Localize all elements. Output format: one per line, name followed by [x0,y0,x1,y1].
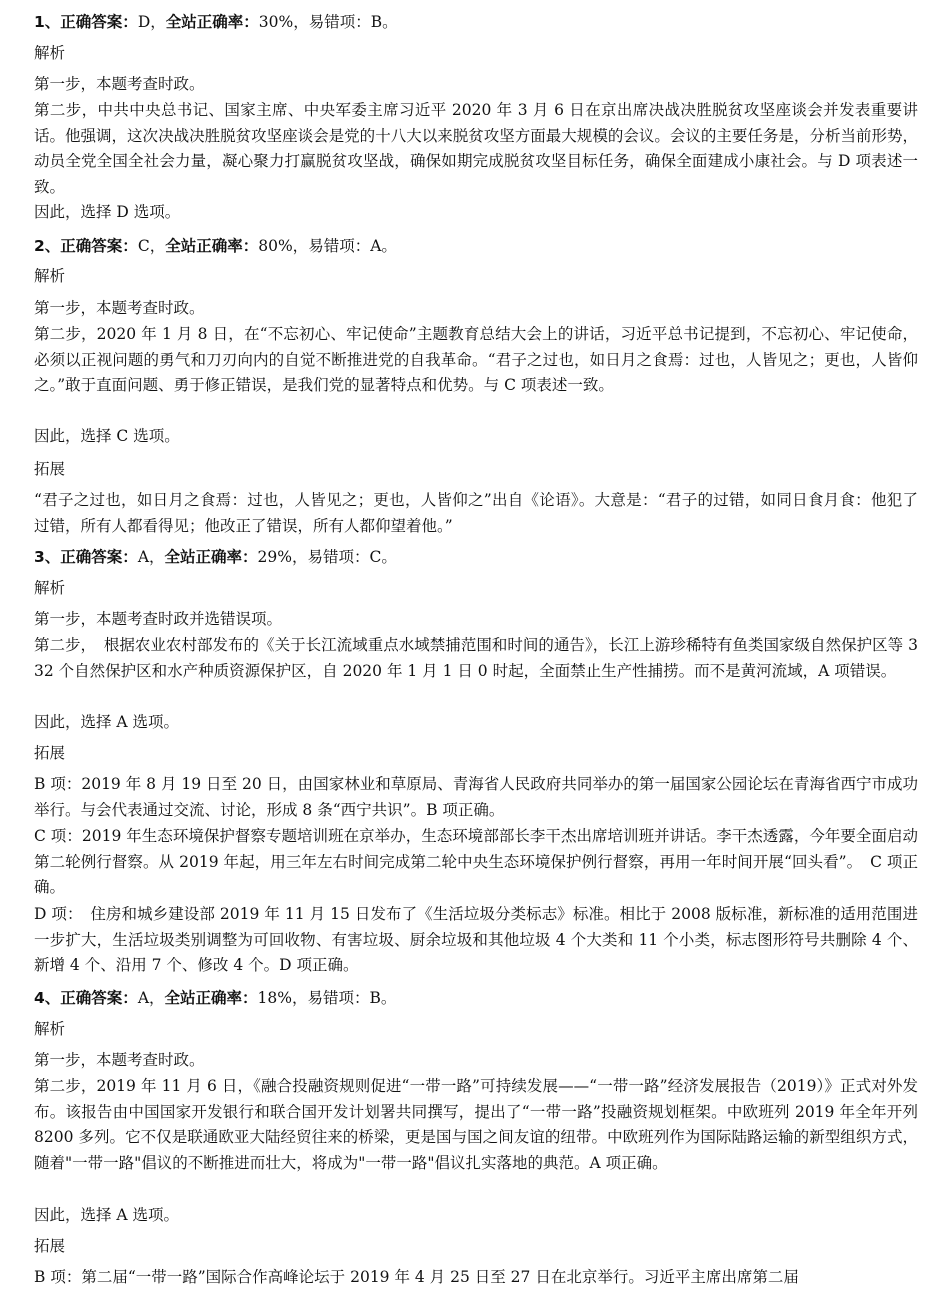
extension-paragraph: D 项： 住房和城乡建设部 2019 年 11 月 15 日发布了《生活垃圾分类标志》标准。相比于 2008 版标准，新标准的适用范围进一步扩大，生活垃圾类别调整为可回收物、有害垃圾、厨余垃圾和其他垃圾 4 个大类和 11 个小类，标志图形符号共删除 4 个、新增 4 个、沿用 7 个、修改 4 个。D 项正确。 [34,905,918,975]
analysis-paragraph: 因此，选择 A 选项。 [34,713,180,731]
extension-label: 拓展 [34,1237,66,1255]
question-1-header: 1、正确答案：D，全站正确率：30%，易错项：B。 [34,13,398,31]
analysis-paragraph: 第一步，本题考查时政并选错误项。 [34,610,283,628]
answer-value: C [137,237,150,255]
error-value: B。 [370,13,398,31]
question-number: 4、 [34,989,61,1007]
analysis-paragraph: 第二步，2020 年 1 月 8 日，在“不忘初心、牢记使命”主题教育总结大会上的讲话，习近平总书记提到，不忘初心、牢记使命，必须以正视问题的勇气和刀刃向内的自觉不断推进党的自我革命。“君子之过也，如日月之食焉：过也，人皆见之；更也，人皆仰之。”敢于直面问题、勇于修正错误，是我们党的显著特点和优势。与 C 项表述一致。 [34,325,918,395]
analysis-paragraph: 第二步，中共中央总书记、国家主席、中央军委主席习近平 2020 年 3 月 6 日在京出席决战决胜脱贫攻坚座谈会并发表重要讲话。他强调，这次决战决胜脱贫攻坚座谈会是党的十八大以来脱贫攻坚方面最大规模的会议。会议的主要任务是，分析当前形势，动员全党全国全社会力量，凝心聚力打赢脱贫攻坚战，确保如期完成脱贫攻坚目标任务，确保全面建成小康社会。与 D 项表述一致。 [34,101,918,196]
analysis-label: 解析 [34,1020,66,1038]
analysis-paragraph: 因此，选择 A 选项。 [34,1206,180,1224]
rate-value: 18% [257,989,292,1007]
question-3-header: 3、正确答案：A，全站正确率：29%，易错项：C。 [34,548,397,566]
error-label: 易错项： [307,989,370,1007]
analysis-paragraph: 第一步，本题考查时政。 [34,1051,205,1069]
rate-label: 全站正确率： [164,989,258,1007]
analysis-label: 解析 [34,579,66,597]
error-value: C。 [369,548,397,566]
answer-label: 正确答案： [60,989,138,1007]
analysis-paragraph: 因此，选择 C 选项。 [34,427,180,445]
analysis-paragraph: 第一步，本题考查时政。 [34,75,205,93]
analysis-paragraph: 第二步，2019 年 11 月 6 日，《融合投融资规则促进“一带一路”可持续发展——“一带一路”经济发展报告（2019）》正式对外发布。该报告由中国国家开发银行和联合国开发计划署共同撰写，提出了“一带一路”投融资规划框架。中欧班列 2019 年全年开列 8200 多列。它不仅是联通欧亚大陆经贸往来的桥梁，更是国与国之间友谊的纽带。中欧班列作为国际陆路运输的新型组织方式，随着"一带一路"倡议的不断推进而壮大，将成为"一带一路"倡议扎实落地的典范。A 项正确。 [34,1077,918,1172]
rate-value: 80% [258,237,293,255]
answer-value: A [137,989,150,1007]
rate-value: 30% [258,13,294,31]
rate-label: 全站正确率： [165,237,259,255]
answer-label: 正确答案： [60,548,138,566]
extension-paragraph: “君子之过也，如日月之食焉：过也，人皆见之；更也，人皆仰之”出自《论语》。大意是：“君子的过错，如同日食月食：他犯了过错，所有人都看得见；他改正了错误，所有人都仰望着他。” [34,491,918,535]
extension-paragraph: C 项：2019 年生态环境保护督察专题培训班在京举办，生态环境部部长李干杰出席培训班并讲话。李干杰透露，今年要全面启动第二轮例行督察。从 2019 年起，用三年左右时间完成第二轮中央生态环境保护例行督察，再用一年时间开展“回头看”。 C 项正确。 [34,827,918,897]
analysis-paragraph: 因此，选择 D 选项。 [34,203,181,221]
extension-paragraph: B 项：第二届“一带一路”国际合作高峰论坛于 2019 年 4 月 25 日至 27 日在北京举行。习近平主席出席第二届 [34,1268,799,1286]
answer-label: 正确答案： [60,13,138,31]
error-label: 易错项： [307,548,370,566]
question-number: 2、 [34,237,61,255]
answer-value: A [137,548,150,566]
question-number: 3、 [34,548,61,566]
rate-value: 29% [257,548,292,566]
question-4-header: 4、正确答案：A，全站正确率：18%，易错项：B。 [34,989,397,1007]
analysis-label: 解析 [34,267,66,285]
error-value: B。 [369,989,397,1007]
extension-label: 拓展 [34,744,66,762]
question-number: 1、 [34,13,61,31]
rate-label: 全站正确率： [165,13,259,31]
rate-label: 全站正确率： [164,548,258,566]
analysis-label: 解析 [34,44,66,62]
analysis-paragraph: 第一步，本题考查时政。 [34,299,205,317]
answer-value: D [137,13,151,31]
error-value: A。 [370,237,397,255]
question-2-header: 2、正确答案：C，全站正确率：80%，易错项：A。 [34,237,397,255]
error-label: 易错项： [308,13,371,31]
extension-paragraph: B 项：2019 年 8 月 19 日至 20 日，由国家林业和草原局、青海省人民政府共同举办的第一届国家公园论坛在青海省西宁市成功举行。与会代表通过交流、讨论，形成 8 条“西宁共识”。B 项正确。 [34,775,918,819]
extension-label: 拓展 [34,460,66,478]
analysis-paragraph: 第二步， 根据农业农村部发布的《关于长江流域重点水域禁捕范围和时间的通告》，长江上游珍稀特有鱼类国家级自然保护区等 332 个自然保护区和水产种质资源保护区，自 2020 年 1 月 1 日 0 时起，全面禁止生产性捕捞。而不是黄河流域，A 项错误。 [34,636,918,680]
error-label: 易错项： [308,237,371,255]
answer-label: 正确答案： [60,237,138,255]
